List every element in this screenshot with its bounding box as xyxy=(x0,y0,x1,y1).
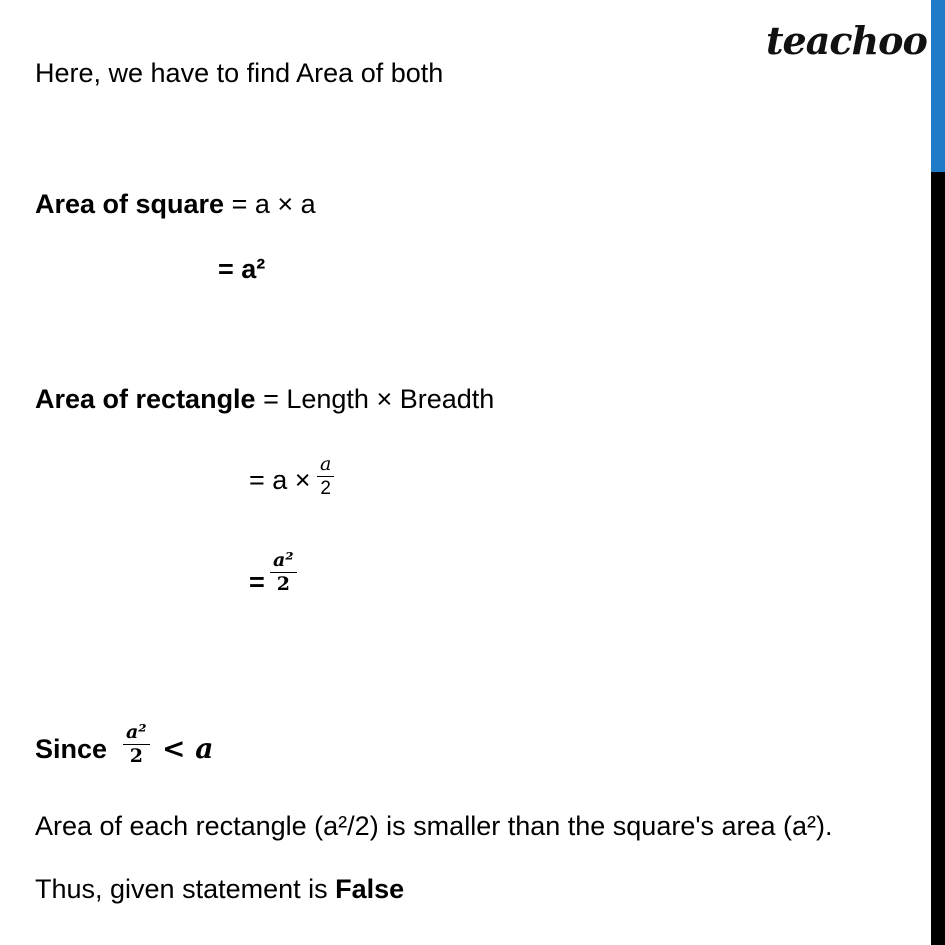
fraction-denominator: 2 xyxy=(276,573,290,595)
rectangle-area-label: Area of rectangle xyxy=(35,384,256,414)
square-area-eq1: = a × a xyxy=(231,189,316,219)
fraction-numerator: a² xyxy=(123,723,150,745)
fraction-numerator: a xyxy=(317,455,334,477)
square-area-line xyxy=(35,191,316,218)
since-fraction xyxy=(123,723,150,766)
rectangle-area-eq1: = Length × Breadth xyxy=(263,384,495,414)
square-area-label: Area of square xyxy=(35,189,225,219)
rectangle-area-line xyxy=(35,386,494,413)
square-area-eq2: = a² xyxy=(218,254,266,284)
conclusion-text: Thus, given statement is False xyxy=(35,874,405,904)
comparison-text: Area of each rectangle (a²/2) is smaller than the square's area (a²). xyxy=(35,811,833,841)
rectangle-area-eq3-prefix: = xyxy=(249,567,265,597)
fraction-a-squared-over-2 xyxy=(270,551,297,594)
fraction-denominator: 2 xyxy=(320,478,331,499)
intro-text: Here, we have to find Area of both xyxy=(35,58,444,88)
conclusion-verdict: False xyxy=(335,874,405,904)
teachoo-logo: teachoo xyxy=(766,18,927,63)
fraction-denominator: 2 xyxy=(129,745,143,767)
scrollbar-thumb[interactable] xyxy=(931,0,945,172)
since-label: Since xyxy=(35,734,108,764)
rectangle-area-eq2-prefix: = a × xyxy=(249,465,311,495)
square-area-result xyxy=(218,256,265,283)
since-relation: < a xyxy=(162,732,214,765)
fraction-numerator: a² xyxy=(270,551,297,573)
fraction-a-over-2 xyxy=(317,455,334,498)
